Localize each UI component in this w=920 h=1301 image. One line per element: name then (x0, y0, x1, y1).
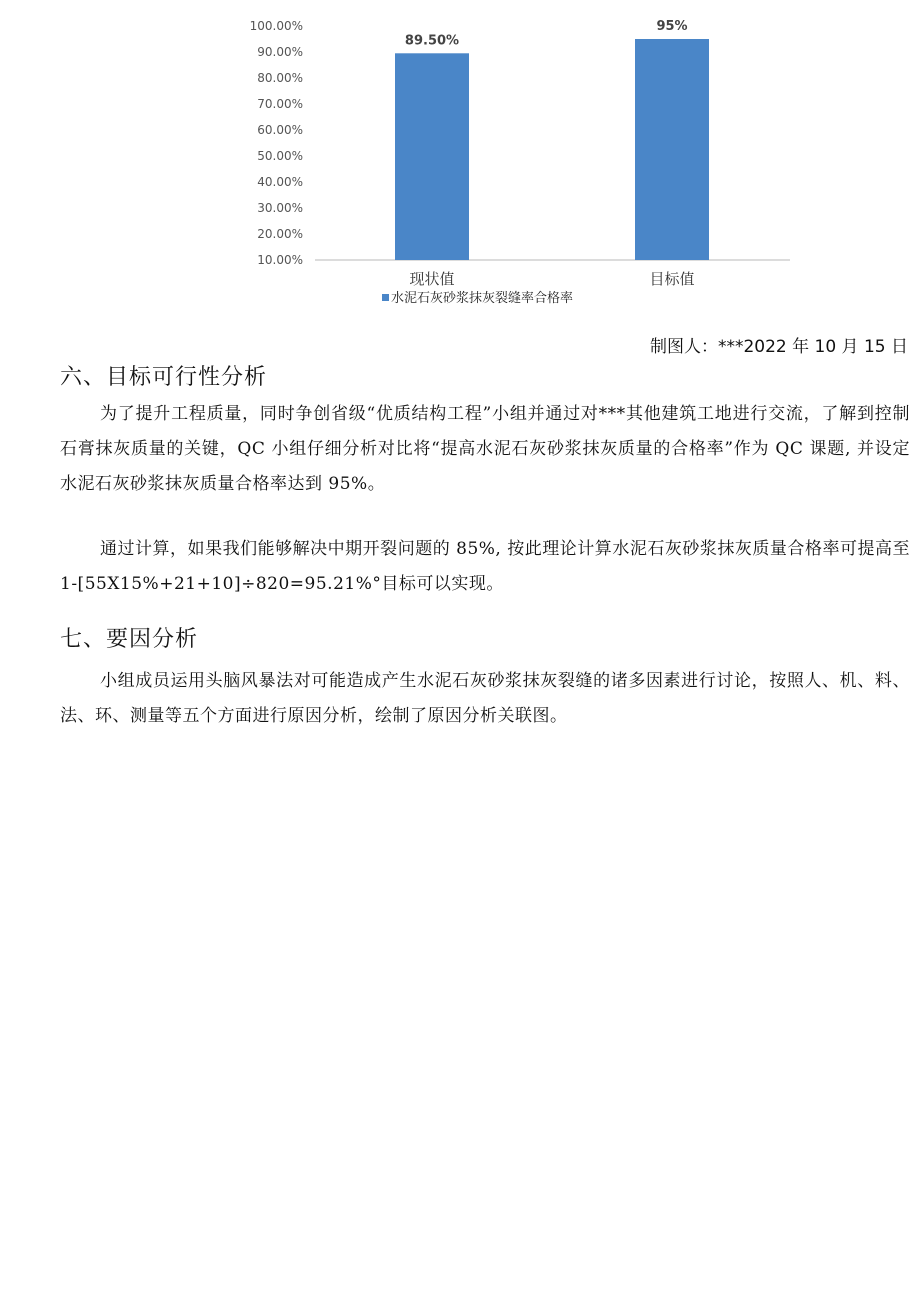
bars (395, 19, 709, 260)
y-tick-label: 100.00% (249, 19, 303, 33)
data-label: 89.50% (404, 33, 460, 49)
data-label: 95% (656, 19, 688, 34)
y-tick-label: 10.00% (257, 253, 303, 267)
section-7-paragraph-1: 小组成员运用头脑风暴法对可能造成产生水泥石灰砂浆抹灰裂缝的诸多因素进行讨论，按照人、机、料、法、环、测量等五个方面进行原因分析，绘制了原因分析关联图。 (60, 671, 910, 726)
chart-caption: 制图人：***2022 年 10 月 15 日 (649, 337, 908, 357)
y-tick-label: 70.00% (257, 97, 303, 111)
legend (382, 290, 573, 306)
legend-swatch (382, 294, 389, 301)
section-6-heading: 六、目标可行性分析 (60, 365, 268, 390)
y-tick-label: 50.00% (257, 149, 303, 163)
x-tick-label: 目标值 (649, 270, 695, 288)
bar-1 (395, 53, 469, 260)
bar-2 (635, 39, 709, 260)
x-tick-label: 现状值 (409, 270, 455, 288)
y-tick-labels (250, 19, 303, 267)
x-tick-labels (409, 270, 694, 288)
y-tick-label: 30.00% (257, 201, 303, 215)
section-6-paragraph-2: 通过计算，如果我们能够解决中期开裂问题的 85%, 按此理论计算水泥石灰砂浆抹灰质量合格率可提高至 1-[55X15%+21+10]÷820=95.21%°目标可以实现。 (60, 539, 910, 594)
y-tick-label: 40.00% (257, 175, 303, 189)
y-tick-label: 80.00% (257, 71, 303, 85)
legend-label: 水泥石灰砂浆抹灰裂缝率合格率 (391, 291, 574, 306)
y-tick-label: 20.00% (257, 227, 303, 241)
y-tick-label: 60.00% (257, 123, 303, 137)
section-7-heading: 七、要因分析 (60, 627, 199, 652)
y-tick-label: 90.00% (257, 45, 303, 59)
section-6-paragraph-1: 为了提升工程质量，同时争创省级“优质结构工程”小组并通过对***其他建筑工地进行交流，了解到控制石膏抹灰质量的关键，QC 小组仔细分析对比将“提高水泥石灰砂浆抹灰质量的合格率”作为 QC 课题, 并设定水泥石灰砂浆抹灰质量合格率达到 95%。 (60, 404, 910, 494)
bar-chart (0, 0, 920, 320)
